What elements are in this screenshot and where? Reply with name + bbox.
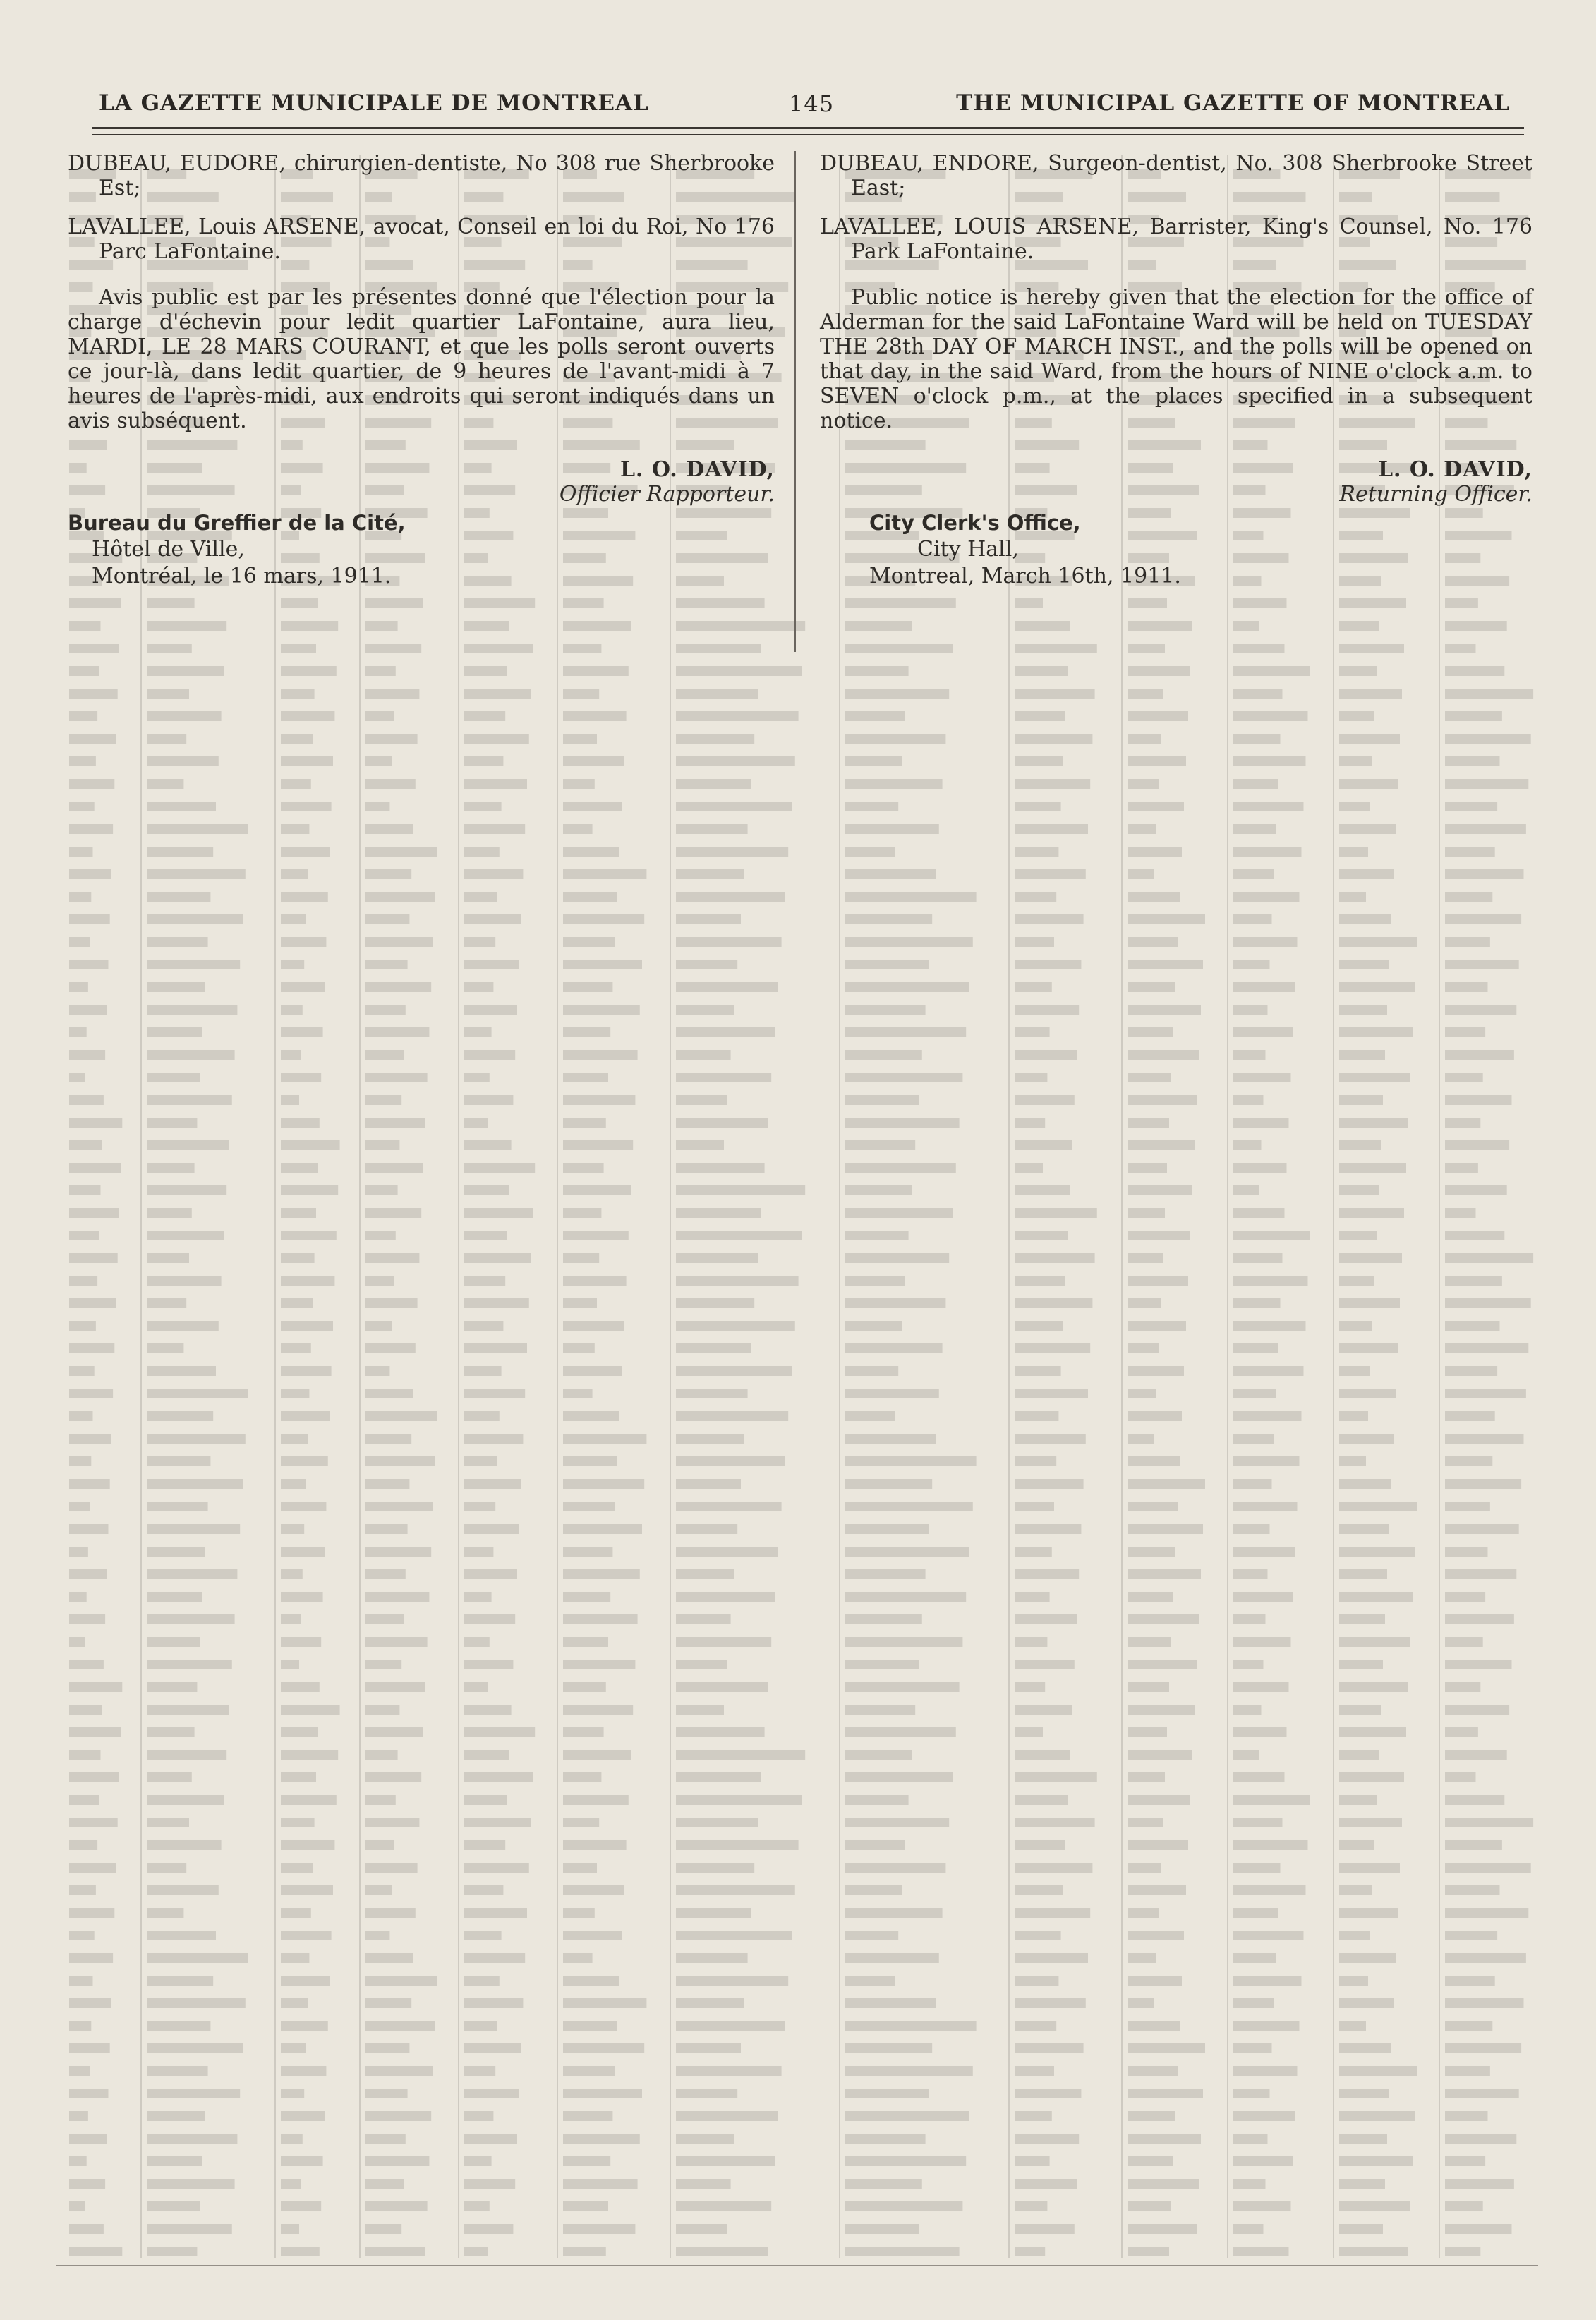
- header-rule: [92, 127, 1524, 129]
- french-office-name: Bureau du Greffier de la Cité,: [68, 511, 406, 535]
- english-signature-name: L. O. DAVID,: [1377, 457, 1532, 482]
- french-column: [68, 151, 775, 590]
- english-signature: [820, 457, 1532, 507]
- page-number: 145: [789, 90, 835, 117]
- french-signature: [68, 457, 775, 507]
- english-office-name: City Clerk's Office,: [869, 511, 1081, 535]
- french-entry-dubeau: DUBEAU, EUDORE, chirurgien-dentiste, No 308 rue Sherbrooke Est;: [68, 151, 775, 200]
- french-signature-name: L. O. DAVID,: [619, 457, 775, 482]
- french-signature-title: Officier Rapporteur.: [559, 482, 775, 507]
- header-french-title: LA GAZETTE MUNICIPALE DE MONTREAL: [99, 90, 649, 116]
- english-office-block: [820, 509, 1532, 590]
- french-office-block: [68, 509, 775, 590]
- english-entry-lavallee: LAVALLEE, LOUIS ARSENE, Barrister, King's Counsel, No. 176 Park LaFontaine.: [820, 215, 1532, 264]
- french-public-notice: Avis public est par les présentes donné que l'élection pour la charge d'échevin pour ledit quartier LaFontaine, aura lieu, MARDI, LE 28 MARS COURANT, et que les polls seront ouverts ce jour-là, dans ledit quartier, de 9 heures de l'avant-midi à 7 heures de l'après-midi, aux endroits qui seront indiqués dans un avis subséquent.: [68, 285, 775, 433]
- english-column: [820, 151, 1532, 590]
- french-office-building: Hôtel de Ville,: [92, 537, 245, 562]
- french-entry-lavallee: LAVALLEE, Louis ARSENE, avocat, Conseil en loi du Roi, No 176 Parc LaFontaine.: [68, 215, 775, 264]
- column-divider: [794, 151, 796, 652]
- english-office-date: Montreal, March 16th, 1911.: [869, 564, 1181, 588]
- header-english-title: THE MUNICIPAL GAZETTE OF MONTREAL: [956, 90, 1510, 116]
- english-signature-title: Returning Officer.: [1339, 482, 1532, 507]
- page-header: [99, 90, 1510, 126]
- english-office-building: City Hall,: [917, 537, 1019, 562]
- english-entry-dubeau: DUBEAU, ENDORE, Surgeon-dentist, No. 308 Sherbrooke Street East;: [820, 151, 1532, 200]
- english-public-notice: Public notice is hereby given that the election for the office of Alderman for the said LaFontaine Ward will be held on TUESDAY THE 28th DAY OF MARCH INST., and the polls will be opened on that day, in the said Ward, from the hours of NINE o'clock a.m. to SEVEN o'clock p.m., at the places specified in a subsequent notice.: [820, 285, 1532, 433]
- bottom-rule: [56, 2265, 1538, 2266]
- french-office-date: Montréal, le 16 mars, 1911.: [92, 564, 392, 588]
- header-rule-thin: [92, 134, 1524, 135]
